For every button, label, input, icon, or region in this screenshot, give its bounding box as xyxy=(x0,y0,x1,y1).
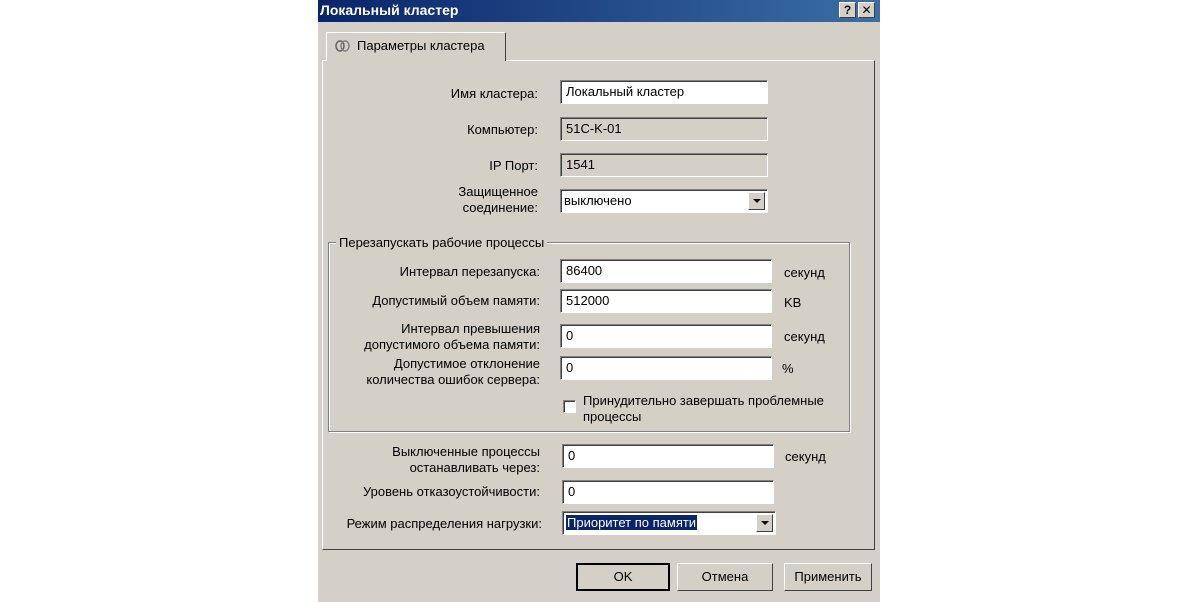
load-balance-label: Режим распределения нагрузки: xyxy=(346,516,542,531)
restart-interval-input[interactable]: 86400 xyxy=(560,259,772,283)
server-errors-deviation-input[interactable]: 0 xyxy=(560,356,772,380)
computer-field: 51C-K-01 xyxy=(560,117,768,141)
ok-button[interactable]: OK xyxy=(576,563,670,591)
cluster-dialog xyxy=(318,0,880,602)
server-errors-deviation-unit: % xyxy=(782,361,794,376)
memory-limit-input[interactable]: 512000 xyxy=(560,289,772,313)
chevron-down-icon[interactable] xyxy=(756,514,773,532)
load-balance-select[interactable]: Приоритет по памяти xyxy=(562,511,776,535)
restart-interval-unit: секунд xyxy=(784,265,825,280)
chevron-down-icon[interactable] xyxy=(748,192,765,210)
cancel-button[interactable]: Отмена xyxy=(677,563,773,591)
fault-tolerance-input[interactable]: 0 xyxy=(562,480,774,504)
tab-cluster-parameters[interactable] xyxy=(326,32,506,61)
ip-port-field: 1541 xyxy=(560,153,768,177)
stop-disabled-label: Выключенные процессы останавливать через: xyxy=(392,444,540,475)
memory-exceed-interval-input[interactable]: 0 xyxy=(560,324,772,348)
close-button[interactable]: ✕ xyxy=(858,2,875,18)
stop-disabled-unit: секунд xyxy=(785,449,826,464)
cluster-name-input[interactable]: Локальный кластер xyxy=(560,80,768,104)
memory-exceed-interval-label: Интервал превышения допустимого объема памяти: xyxy=(364,321,540,352)
help-button[interactable]: ? xyxy=(839,2,856,18)
cluster-name-label: Имя кластера: xyxy=(450,86,538,101)
window-title: Локальный кластер xyxy=(320,2,459,18)
force-terminate-checkbox[interactable] xyxy=(563,400,576,413)
memory-limit-unit: KB xyxy=(784,295,802,310)
secure-connection-label: Защищенное соединение: xyxy=(458,184,538,215)
tab-label: Параметры кластера xyxy=(357,38,485,53)
fault-tolerance-label: Уровень отказоустойчивости: xyxy=(362,484,540,499)
secure-connection-select[interactable]: выключено xyxy=(560,189,768,213)
restart-group-title: Перезапускать рабочие процессы xyxy=(336,235,547,250)
memory-limit-label: Допустимый объем памяти: xyxy=(372,293,540,308)
memory-exceed-interval-unit: секунд xyxy=(784,329,825,344)
stop-disabled-input[interactable]: 0 xyxy=(562,444,774,468)
title-bar[interactable] xyxy=(318,0,880,22)
cluster-icon xyxy=(334,40,350,52)
force-terminate-label[interactable]: Принудительно завершать проблемные процессы xyxy=(583,393,824,424)
restart-interval-label: Интервал перезапуска: xyxy=(399,264,540,279)
apply-button[interactable]: Применить xyxy=(784,563,872,591)
server-errors-deviation-label: Допустимое отклонение количества ошибок сервера: xyxy=(366,356,540,387)
ip-port-label: IP Порт: xyxy=(489,158,538,173)
computer-label: Компьютер: xyxy=(467,122,538,137)
